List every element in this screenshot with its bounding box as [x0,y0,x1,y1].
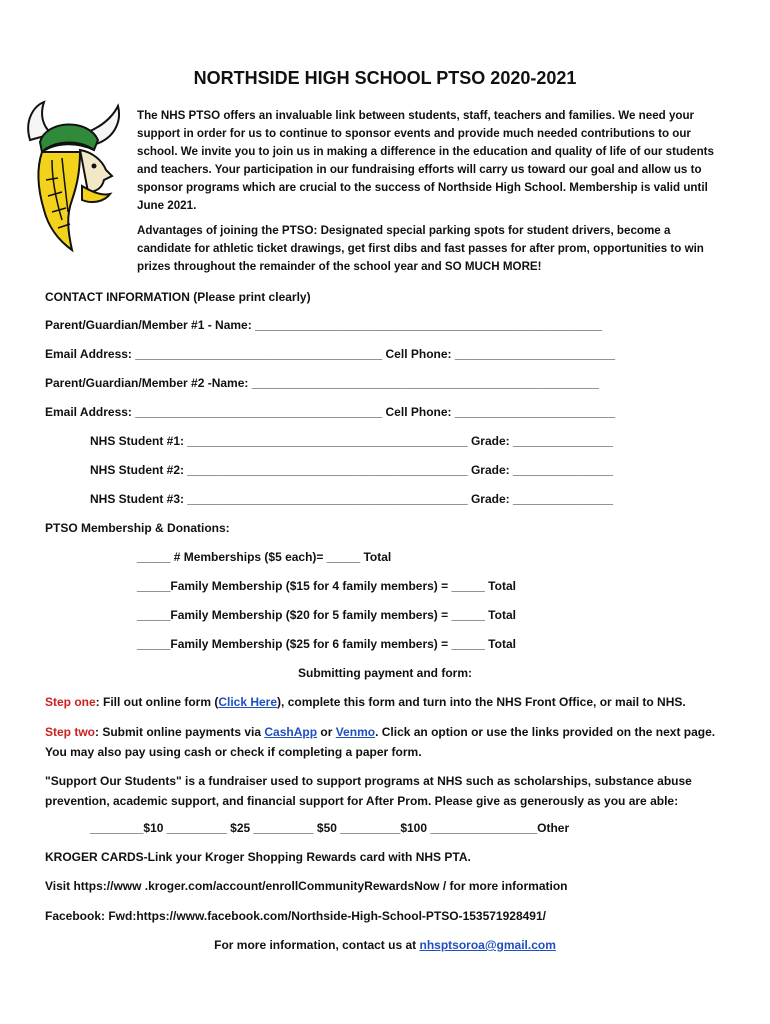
contact-heading: CONTACT INFORMATION (Please print clearly) [45,290,311,304]
step-two-note: You may also pay using cash or check if completing a paper form. [45,745,422,759]
membership-row-family-6[interactable]: _____Family Membership ($25 for 6 family members) = _____ Total [137,637,516,651]
contact-footer-text: For more information, contact us at [214,938,420,952]
intro-paragraph: The NHS PTSO offers an invaluable link between students, staff, teachers and families. We need your support in order for us to continue to sponsor events and provide much needed contributions to our school. We invite you to join us in making a difference in the education and quality of life of our students and teachers. Your participation in our fundraising efforts will carry us toward our goal and allow us to sponsor programs which are crucial to the success of Northside High School. Membership is valid until June 2021. [137,109,714,212]
step-one [45,694,686,710]
step-one-label: Step one [45,695,96,709]
membership-row-family-4[interactable]: _____Family Membership ($15 for 4 family members) = _____ Total [137,579,516,593]
advantages-paragraph: Advantages of joining the PTSO: Designated special parking spots for student drivers, become a candidate for athletic ticket drawings, get first dibs and fast passes for after prom, opportunities to win prizes throughout the remainder of the school year and SO MUCH MORE! [137,224,704,273]
cashapp-link[interactable]: CashApp [264,725,318,739]
viking-mascot-icon [22,100,132,255]
member1-name-field[interactable]: Parent/Guardian/Member #1 - Name: ____________________________________________________ [45,318,603,332]
member2-email-phone-field[interactable]: Email Address: _____________________________________ Cell Phone: ________________________ [45,405,616,419]
venmo-link[interactable]: Venmo [335,725,376,739]
membership-row-family-5[interactable]: _____Family Membership ($20 for 5 family members) = _____ Total [137,608,516,622]
membership-row-basic[interactable]: _____ # Memberships ($5 each)= _____ Total [137,550,392,564]
member1-email-phone-field[interactable]: Email Address: _____________________________________ Cell Phone: ________________________ [45,347,616,361]
student2-field[interactable]: NHS Student #2: __________________________________________ Grade: _______________ [90,463,614,477]
kroger-heading: KROGER CARDS-Link your Kroger Shopping Rewards card with NHS PTA. [45,850,471,864]
step-two [45,724,715,740]
page-title: NORTHSIDE HIGH SCHOOL PTSO 2020-2021 [193,68,577,88]
membership-heading: PTSO Membership & Donations: [45,521,230,535]
step-two-label: Step two [45,725,95,739]
step-two-text-b: . Click an option or use the links provided on the next page. [375,725,716,739]
contact-email-link[interactable]: nhsptsoroa@gmail.com [419,938,556,952]
step-two-text-a: : Submit online payments via [95,725,265,739]
intro-text [137,107,727,283]
step-two-or: or [317,725,336,739]
student1-field[interactable]: NHS Student #1: __________________________________________ Grade: _______________ [90,434,614,448]
member2-name-field[interactable]: Parent/Guardian/Member #2 -Name: ____________________________________________________ [45,376,599,390]
contact-footer [0,937,770,953]
click-here-link[interactable]: Click Here [218,695,278,709]
kroger-visit: Visit https://www .kroger.com/account/enrollCommunityRewardsNow / for more information [45,879,568,893]
facebook-line: Facebook: Fwd:https://www.facebook.com/Northside-High-School-PTSO-153571928491/ [45,909,546,923]
student3-field[interactable]: NHS Student #3: __________________________________________ Grade: _______________ [90,492,614,506]
donation-amounts-field[interactable]: ________$10 _________ $25 _________ $50 _________$100 ________________Other [90,821,570,835]
submit-heading: Submitting payment and form: [298,666,472,680]
step-one-text-a: : Fill out online form ( [95,695,219,709]
support-text: "Support Our Students" is a fundraiser used to support programs at NHS such as scholarships, substance abuse prevention, academic support, and financial support for After Prom. Please give as generously as you are able: [45,774,692,808]
step-one-text-b: ), complete this form and turn into the NHS Front Office, or mail to NHS. [277,695,686,709]
